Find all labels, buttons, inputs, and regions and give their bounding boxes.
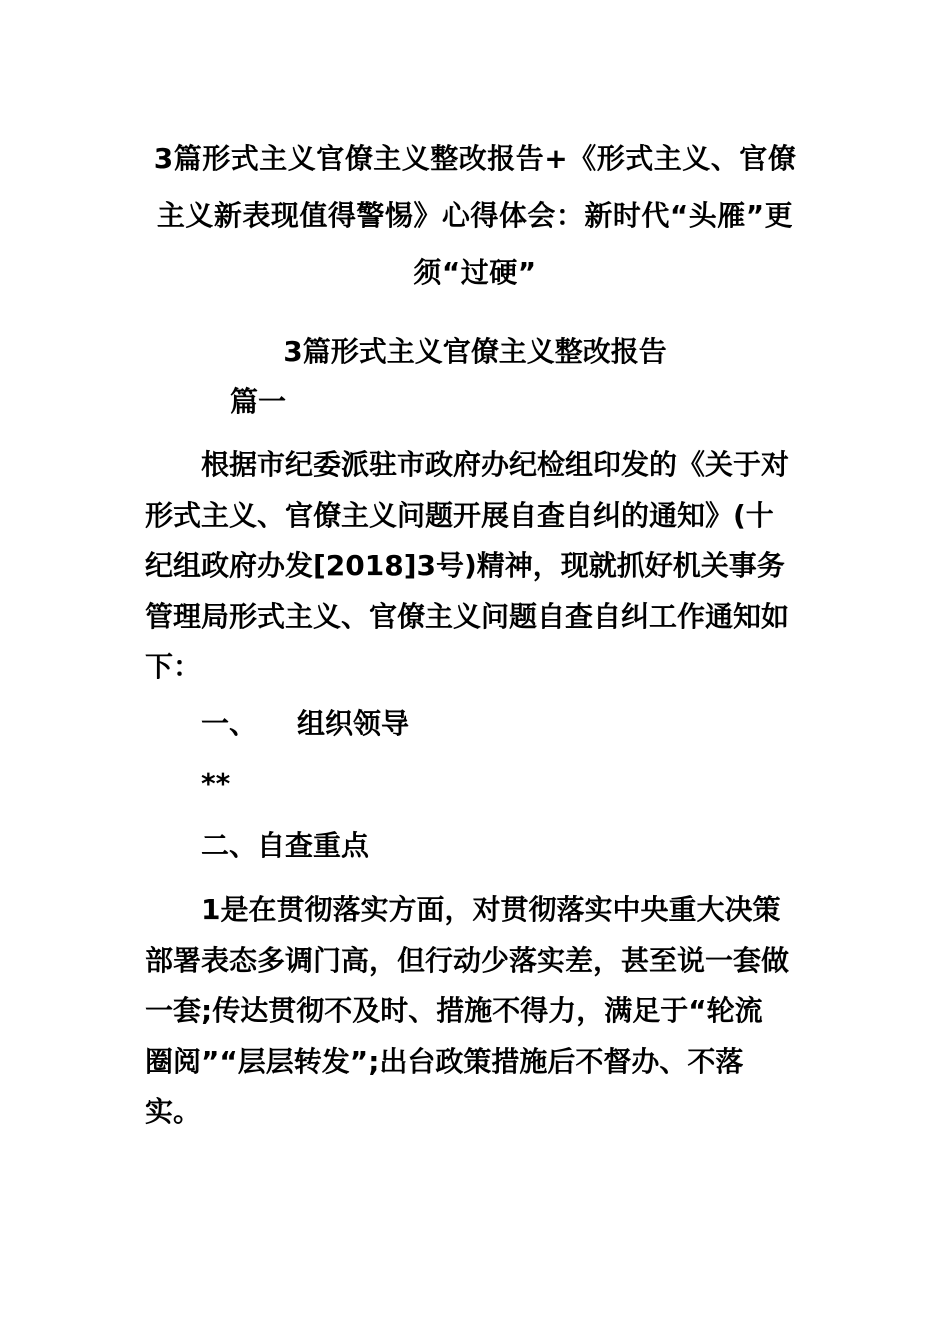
- title-line: 须“过硬”: [413, 256, 537, 289]
- paragraph-line: 下：: [145, 650, 202, 683]
- paragraph-line: 实。: [145, 1095, 202, 1128]
- placeholder-text: **: [201, 767, 231, 800]
- paragraph-line: 管理局形式主义、官僚主义问题自查自纠工作通知如: [145, 599, 790, 633]
- point-one-paragraph: [145, 885, 810, 1138]
- paragraph-line: 1是在贯彻落实方面，对贯彻落实中央重大决策: [201, 893, 781, 926]
- heading-text: 组织领导: [297, 707, 410, 740]
- paragraph-line: 一套;传达贯彻不及时、措施不得力，满足于“轮流: [145, 994, 763, 1027]
- paragraph-line: 部署表态多调门高，但行动少落实差，甚至说一套做: [145, 943, 790, 977]
- paragraph-line: 根据市纪委派驻市政府办纪检组印发的《关于对: [201, 448, 790, 481]
- heading-organization: [201, 700, 409, 748]
- title-line: 主义新表现值得警惕》心得体会：新时代“头雁”更: [156, 199, 794, 232]
- section-title: 3篇形式主义官僚主义整改报告: [283, 335, 667, 368]
- intro-paragraph: [145, 440, 810, 693]
- paragraph-line: 圈阅”“层层转发”;出台政策措施后不督办、不落: [145, 1044, 744, 1078]
- part-label: 篇一: [230, 385, 287, 418]
- document-title: [140, 130, 810, 301]
- paragraph-line: 形式主义、官僚主义问题开展自查自纠的通知》(十: [145, 498, 774, 532]
- heading-number: 一、: [201, 707, 258, 740]
- heading-self-check: 二、自查重点: [201, 829, 370, 862]
- paragraph-line: 纪组政府办发[2018]3号)精神，现就抓好机关事务: [145, 549, 785, 582]
- title-line: 3篇形式主义官僚主义整改报告+《形式主义、官僚: [153, 142, 797, 175]
